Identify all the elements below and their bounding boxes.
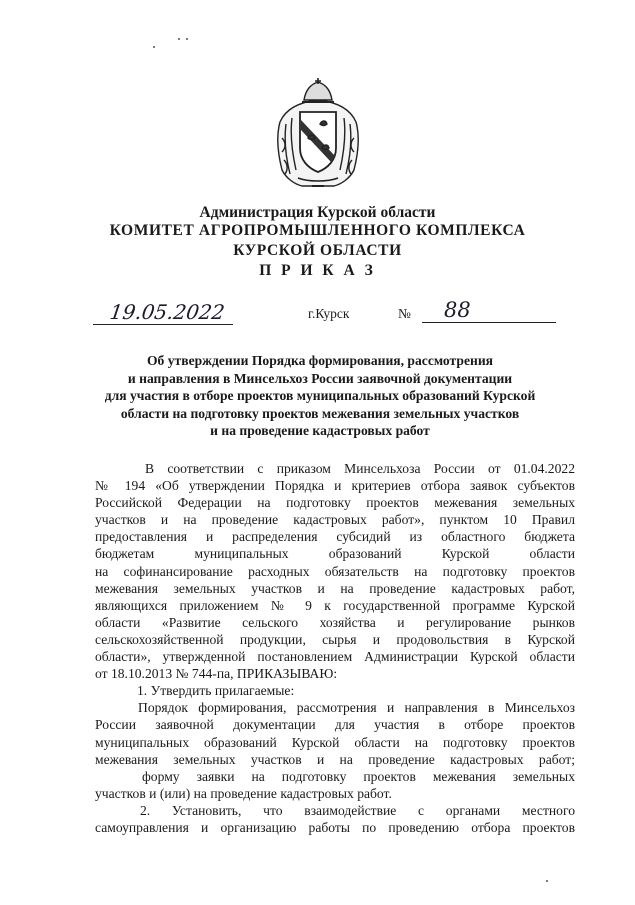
body-line: межевания земельных участков и на проведение кадастровых работ;	[95, 751, 575, 767]
body-line: 2. Установить, что взаимодействие с органами местного	[140, 802, 575, 818]
body-line: участков и на проведение кадастровых работ», пунктом 10 Правил	[95, 512, 575, 528]
handwritten-date: 19.05.2022	[108, 300, 227, 324]
committee-line-2: КУРСКОЙ ОБЛАСТИ	[233, 242, 402, 259]
body-line: на софинансирование расходных обязательств на подготовку проектов	[95, 563, 575, 579]
scan-speck	[178, 38, 180, 40]
scan-speck	[546, 880, 548, 882]
title-line: области на подготовку проектов межевания земельных участков	[120, 405, 520, 421]
number-sign: №	[398, 306, 411, 321]
title-line: для участия в отборе проектов муниципальных образований Курской	[104, 388, 536, 404]
body-line: участков и (или) на проведение кадастровых работ.	[95, 785, 392, 801]
kursk-coat-of-arms-icon	[272, 78, 364, 190]
body-line: межевания земельных участков и на проведение кадастровых работ,	[95, 580, 575, 596]
body-line: форму заявки на подготовку проектов межевания земельных	[142, 768, 575, 784]
body-line: от 18.10.2013 № 744-па, ПРИКАЗЫВАЮ:	[95, 666, 338, 682]
scan-speck	[186, 38, 188, 40]
order-title	[85, 352, 555, 440]
title-line: Об утверждении Порядка формирования, рассмотрения	[146, 353, 494, 368]
document-type: П Р И К А З	[259, 262, 376, 279]
body-line: муниципальных образований Курской области на подготовку проектов	[95, 734, 575, 750]
org-name: Администрация Курской области	[199, 204, 436, 221]
committee-line-1: КОМИТЕТ АГРОПРОМЫШЛЕННОГО КОМПЛЕКСА	[109, 222, 526, 239]
body-line: области «Развитие сельского хозяйства и регулирование рынков	[95, 614, 575, 630]
body-line: Российской Федерации на подготовку проектов межевания земельных	[95, 495, 575, 511]
date-underline	[93, 324, 233, 325]
body-line: области», утвержденной постановлением Администрации Курской области	[95, 649, 575, 665]
scan-speck	[153, 46, 155, 48]
body-line: 1. Утвердить прилагаемые:	[137, 683, 295, 699]
order-date-line	[0, 300, 635, 330]
body-line: являющихся приложением № 9 к государственной программе Курской	[95, 597, 575, 613]
body-line: № 194 «Об утверждении Порядка и критериев отбора заявок субъектов	[95, 478, 575, 494]
title-line: и направления в Минсельхоз России заявочной документации	[127, 370, 513, 386]
body-line: сельскохозяйственной продукции, сырья и продовольствия в Курской	[95, 631, 575, 647]
body-line: предоставления и распределения субсидий из областного бюджета	[95, 529, 575, 545]
order-body	[95, 460, 575, 836]
number-underline	[422, 322, 556, 323]
body-line: России заявочной документации для участия в отборе проектов	[95, 717, 575, 733]
body-line: самоуправления и организацию работы по проведению отбора проектов	[95, 819, 575, 835]
body-line: бюджетам муниципальных образований Курской области	[95, 546, 575, 562]
body-line: В соответствии с приказом Минсельхоза России от 01.04.2022	[145, 461, 575, 476]
body-line: Порядок формирования, рассмотрения и направления в Минсельхоз	[138, 700, 575, 716]
title-line: и на проведение кадастровых работ	[210, 423, 430, 439]
city: г.Курск	[308, 306, 350, 321]
handwritten-number: 88	[444, 298, 471, 322]
